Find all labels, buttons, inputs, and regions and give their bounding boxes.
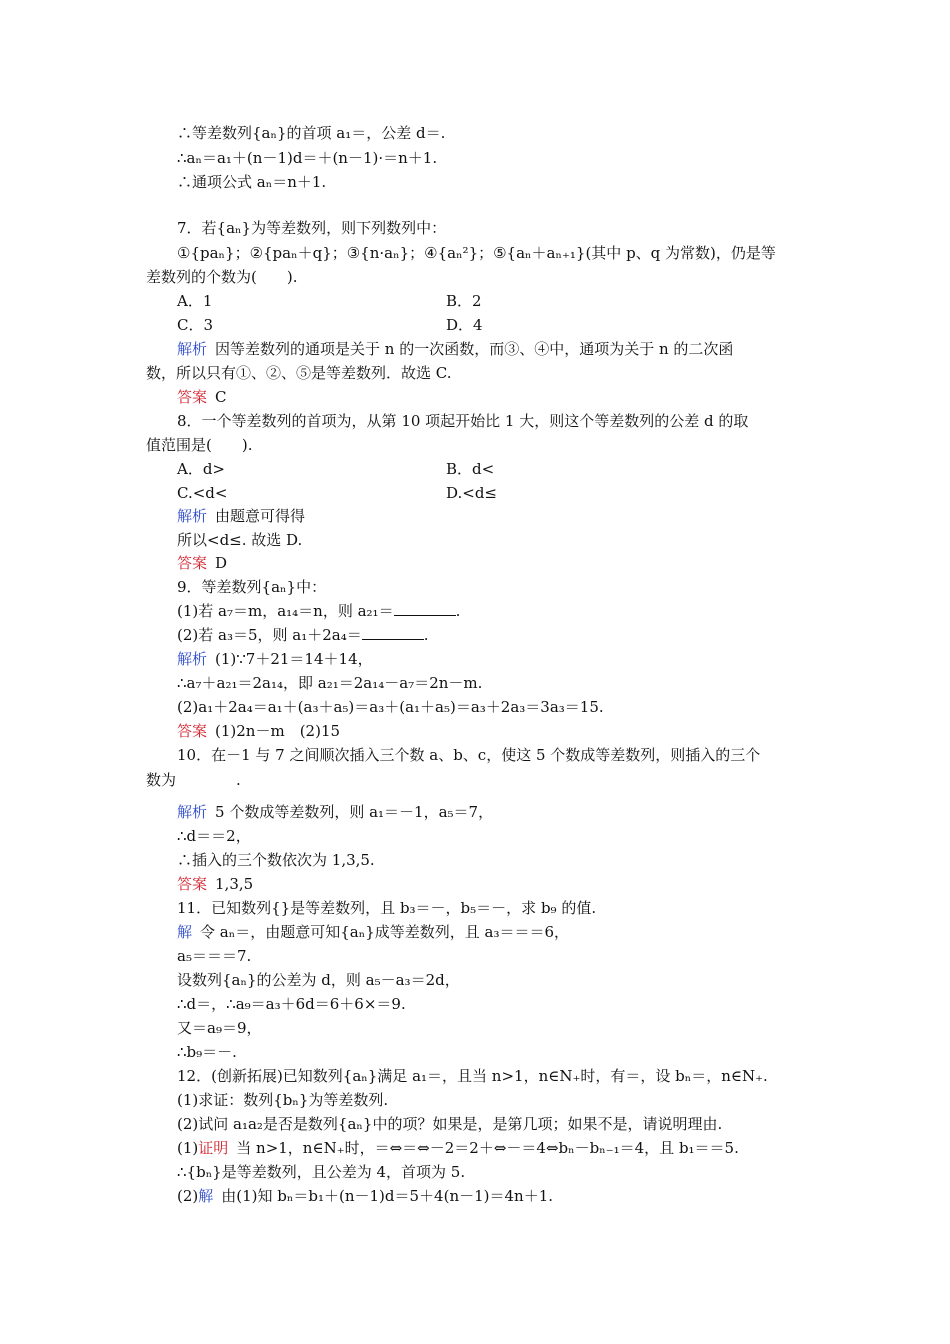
analysis-line xyxy=(177,506,305,526)
text-line: 由题意可得得 xyxy=(215,507,306,525)
analysis-label: 解析 xyxy=(177,650,208,668)
text-line: (2)试问 a₁a₂是否是数列{aₙ}中的项？如果是，是第几项；如果不是，请说明理由. xyxy=(177,1115,723,1133)
fill-blank xyxy=(362,625,424,640)
proof-line xyxy=(177,1138,739,1158)
text-line: (1)若 a₇＝m，a₁₄＝n，则 a₂₁＝ . xyxy=(177,602,461,620)
text-line: ∴aₙ＝a₁＋(n－1)d＝＋(n－1)·＝n＋1. xyxy=(177,149,438,167)
text-line: 设数列{aₙ}的公差为 d，则 a₅－a₃＝2d， xyxy=(177,971,460,989)
answer-line xyxy=(177,874,253,894)
text-line: ①{paₙ}；②{paₙ＋q}；③{n·aₙ}；④{aₙ²}；⑤{aₙ＋aₙ₊₁}(其中 p、q 为常数)，仍是等 xyxy=(177,244,776,262)
text-line: ∴d＝，∴a₉＝a₃＋6d＝6＋6×＝9. xyxy=(177,995,406,1013)
answer-label: 答案 xyxy=(177,388,208,406)
answer-line xyxy=(177,387,227,407)
part-number: (2) xyxy=(177,1187,199,1205)
text-line: ∴b₉＝－. xyxy=(177,1043,237,1061)
option-c: C．3 xyxy=(177,316,214,334)
question-7: 7．若{aₙ}为等差数列，则下列数列中： xyxy=(177,219,447,237)
question-10: 10．在－1 与 7 之间顺次插入三个数 a、b、c，使这 5 个数成等差数列，则插入的三个 xyxy=(177,746,761,764)
text-line: 5 个数成等差数列，则 a₁＝－1，a₅＝7， xyxy=(215,803,494,821)
text-line: (2)a₁＋2a₄＝a₁＋(a₃＋a₅)＝a₃＋(a₁＋a₅)＝a₃＋2a₃＝3a₃＝15. xyxy=(177,698,604,716)
option-a: A．d> xyxy=(177,460,226,478)
text-line: 当 n>1，n∈N₊时，＝⇔＝⇔－2＝2＋⇔－＝4⇔bₙ－bₙ₋₁＝4，且 b₁＝＝5. xyxy=(236,1139,739,1157)
analysis-label: 解析 xyxy=(177,507,208,525)
answer-label: 答案 xyxy=(177,875,208,893)
text-line: 因等差数列的通项是关于 n 的一次函数，而③、④中，通项为关于 n 的二次函 xyxy=(215,340,734,358)
text-line: (1)求证：数列{bₙ}为等差数列. xyxy=(177,1091,389,1109)
text-line: ∴d＝＝2， xyxy=(177,827,251,845)
answer-text: 1,3,5 xyxy=(215,875,254,893)
text-line: 又＝a₉＝9， xyxy=(177,1019,262,1037)
analysis-line xyxy=(177,802,493,822)
text-line: 由(1)知 bₙ＝b₁＋(n－1)d＝5＋4(n－1)＝4n＋1. xyxy=(221,1187,554,1205)
answer-text: D xyxy=(215,554,228,572)
question-9: 9．等差数列{aₙ}中： xyxy=(177,578,327,596)
answer-line xyxy=(177,721,340,741)
text-line: 令 aₙ＝，由题意可知{aₙ}成等差数列，且 a₃＝＝＝6， xyxy=(200,923,570,941)
text-line: ∴a₇＋a₂₁＝2a₁₄，即 a₂₁＝2a₁₄－a₇＝2n－m. xyxy=(177,674,483,692)
analysis-label: 解析 xyxy=(177,340,208,358)
answer-label: 答案 xyxy=(177,722,208,740)
option-b: B．d< xyxy=(446,460,495,478)
question-12: 12．(创新拓展)已知数列{aₙ}满足 a₁＝，且当 n>1，n∈N₊时，有＝，设 bₙ＝，n∈N₊. xyxy=(177,1067,768,1085)
text-line: 数，所以只有①、②、⑤是等差数列．故选 C. xyxy=(146,364,452,382)
text-line: ∴等差数列{aₙ}的首项 a₁＝，公差 d＝. xyxy=(177,124,446,142)
answer-text: (1)2n－m (2)15 xyxy=(215,722,341,740)
solution-line xyxy=(177,922,569,942)
proof-label: 证明 xyxy=(198,1139,229,1157)
question-8: 8．一个等差数列的首项为，从第 10 项起开始比 1 大，则这个等差数列的公差 d 的取 xyxy=(177,412,749,430)
solution-label: 解 xyxy=(198,1187,214,1205)
option-d: D.<d≤ xyxy=(446,484,497,502)
analysis-line xyxy=(177,649,373,669)
solution-line xyxy=(177,1186,553,1206)
part-number: (1) xyxy=(177,1139,199,1157)
text-line: (2)若 a₃＝5，则 a₁＋2a₄＝ . xyxy=(177,626,429,644)
answer-text: C xyxy=(215,388,227,406)
solution-label: 解 xyxy=(177,923,193,941)
answer-line xyxy=(177,553,227,573)
question-11: 11．已知数列{}是等差数列，且 b₃＝－，b₅＝－，求 b₉ 的值. xyxy=(177,899,597,917)
option-b: B．2 xyxy=(446,292,482,310)
text-line: 值范围是( ). xyxy=(146,436,253,454)
answer-label: 答案 xyxy=(177,554,208,572)
text-line: ∴{bₙ}是等差数列，且公差为 4，首项为 5. xyxy=(177,1163,466,1181)
option-a: A．1 xyxy=(177,292,213,310)
option-c: C.<d< xyxy=(177,484,228,502)
text-line: (1)∵7＋21＝14＋14， xyxy=(215,650,373,668)
analysis-line xyxy=(177,339,733,359)
text-line: ∴通项公式 aₙ＝n＋1. xyxy=(177,173,327,191)
text-line: a₅＝＝＝7. xyxy=(177,947,252,965)
text-line: 数为 . xyxy=(146,771,241,789)
text-line: ∴插入的三个数依次为 1,3,5. xyxy=(177,851,375,869)
fill-blank xyxy=(394,601,456,616)
text-line: 所以<d≤. 故选 D. xyxy=(177,531,303,549)
option-d: D．4 xyxy=(446,316,483,334)
text-line: 差数列的个数为( ). xyxy=(146,268,298,286)
analysis-label: 解析 xyxy=(177,803,208,821)
